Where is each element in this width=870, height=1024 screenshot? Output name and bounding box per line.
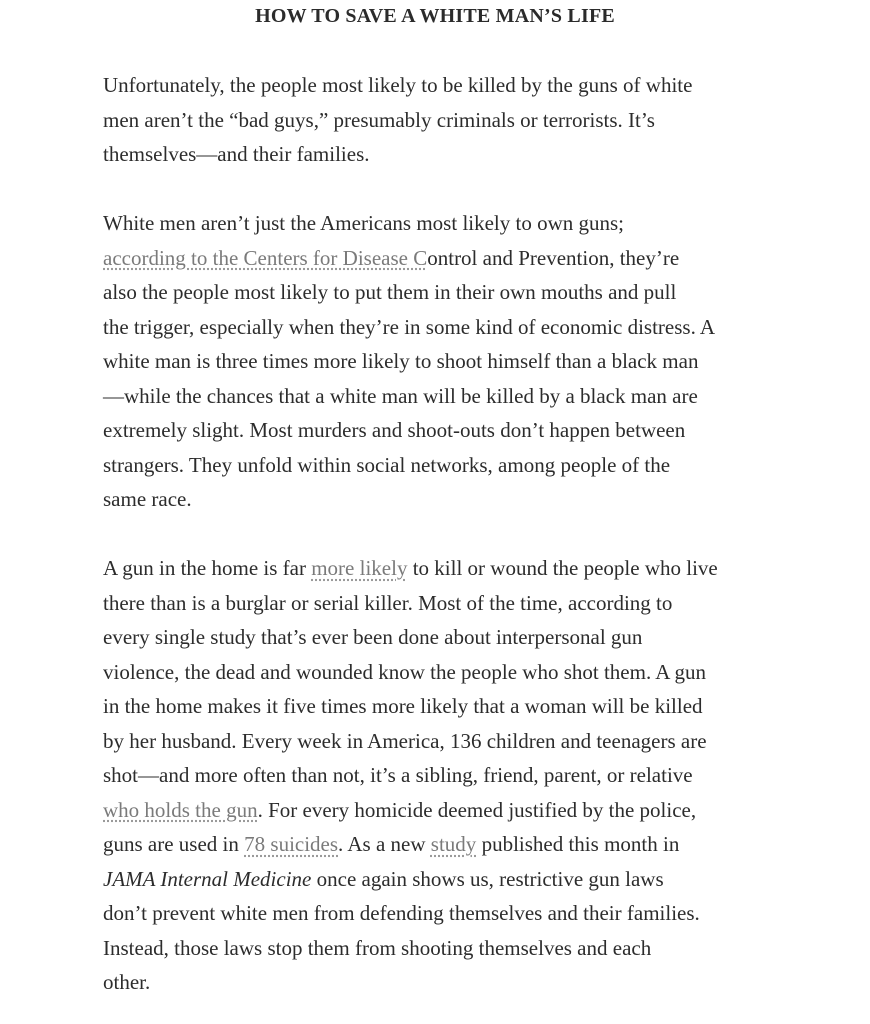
text-line <box>103 793 718 828</box>
text-line <box>103 551 718 586</box>
text-line: in the home makes it five times more likely that a woman will be killed <box>103 694 703 718</box>
text-line: —while the chances that a white man will be killed by a black man are <box>103 383 698 408</box>
who-holds-the-gun-link[interactable]: who holds the gun <box>103 797 258 822</box>
text-line: don’t prevent white men from defending themselves and their families. <box>103 901 700 925</box>
text-line: Unfortunately, the people most likely to be killed by the guns of white <box>103 73 693 97</box>
text-line: the trigger, especially when they’re in some kind of economic distress. A <box>103 314 716 339</box>
paragraph-1 <box>103 68 692 172</box>
text-segment: A gun in the home is far <box>103 556 312 580</box>
more-likely-link[interactable]: more likely <box>311 556 408 580</box>
text-line: men aren’t the “bad guys,” presumably criminals or terrorists. It’s <box>103 107 655 132</box>
text-segment: to kill or wound the people who live <box>407 556 718 580</box>
paragraph-3 <box>103 551 718 1000</box>
text-line <box>103 241 715 276</box>
text-line: by her husband. Every week in America, 136 children and teenagers are <box>103 728 707 753</box>
text-line: there than is a burglar or serial killer. Most of the time, according to <box>103 590 673 615</box>
text-line: violence, the dead and wounded know the people who shot them. A gun <box>103 659 707 684</box>
text-line: Instead, those laws stop them from shooting themselves and each <box>103 935 652 960</box>
journal-title: JAMA Internal Medicine <box>103 866 312 891</box>
article-title: HOW TO SAVE A WHITE MAN’S LIFE <box>255 5 615 27</box>
text-line: White men aren’t just the Americans most likely to own guns; <box>103 211 625 235</box>
cdc-link[interactable]: according to the Centers for Disease C <box>103 245 428 270</box>
text-line <box>103 862 718 897</box>
text-segment: guns are used in <box>103 832 245 856</box>
suicides-link[interactable]: 78 suicides <box>244 832 339 856</box>
paragraph-2 <box>103 206 715 517</box>
text-line: same race. <box>103 487 192 511</box>
text-segment: once again shows us, restrictive gun laws <box>311 866 664 891</box>
text-segment: . For every homicide deemed justified by the police, <box>257 797 697 822</box>
text-line <box>103 827 718 862</box>
text-line: white man is three times more likely to shoot himself than a black man <box>103 349 699 373</box>
text-line: strangers. They unfold within social networks, among people of the <box>103 452 671 477</box>
text-line: other. <box>103 970 151 994</box>
text-segment: published this month in <box>476 832 680 856</box>
study-link[interactable]: study <box>430 832 477 856</box>
text-line: every single study that’s ever been done about interpersonal gun <box>103 625 643 649</box>
text-line: extremely slight. Most murders and shoot-outs don’t happen between <box>103 418 686 442</box>
text-line: shot—and more often than not, it’s a sibling, friend, parent, or relative <box>103 763 693 787</box>
text-line: themselves—and their families. <box>103 142 370 166</box>
text-segment: . As a new <box>338 832 431 856</box>
text-line: also the people most likely to put them in their own mouths and pull <box>103 280 677 304</box>
text-segment: ontrol and Prevention, they’re <box>427 245 680 270</box>
